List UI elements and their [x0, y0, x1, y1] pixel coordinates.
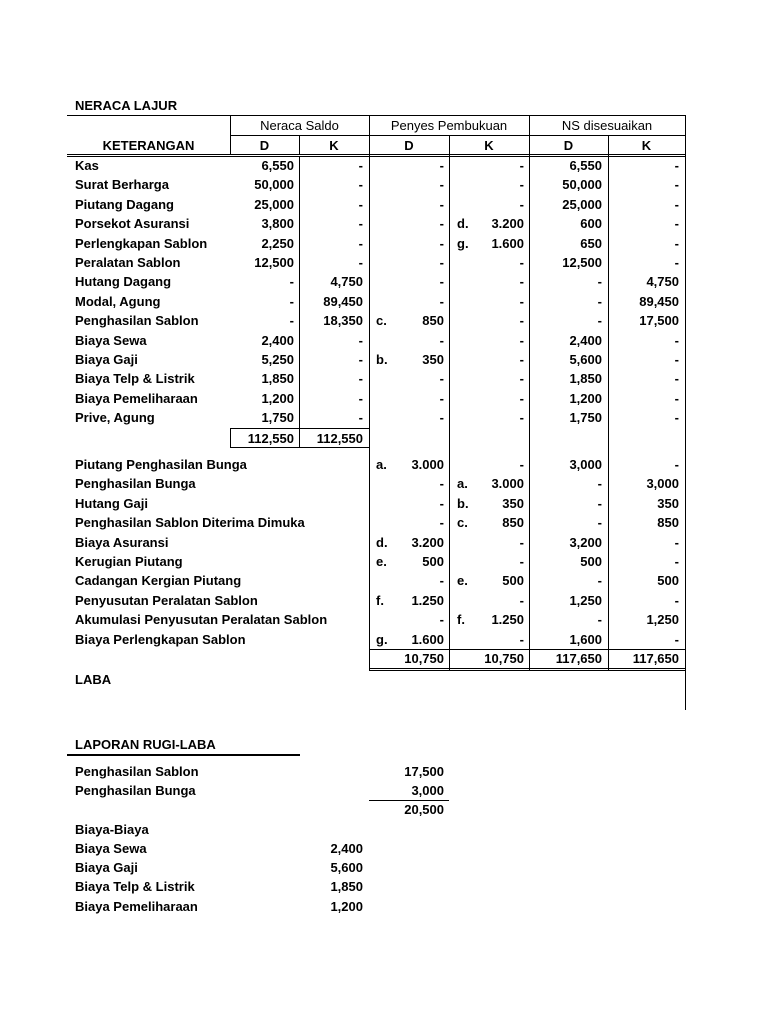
row-label: Penghasilan Sablon Diterima Dimuka [75, 515, 305, 531]
ns-d-cell: 2,400 [261, 332, 294, 348]
expense-value: 1,850 [330, 879, 363, 894]
nsd-k-cell: 3,000 [646, 476, 679, 492]
header-nsd-d: D [563, 138, 574, 153]
pp-k-cell: - [519, 554, 524, 569]
nsd-d-cell: - [597, 476, 602, 492]
pp-k-cell: - [519, 177, 524, 193]
pp-k-cell: - [519, 631, 524, 647]
ns-k-cell: - [358, 410, 363, 426]
ns-k-cell: 18,350 [323, 313, 363, 329]
pp-k-cell: - [519, 293, 524, 309]
totals-bottom-line [369, 668, 685, 669]
pp-d-cell: 3.000 [411, 457, 444, 472]
ns-k-cell: - [358, 158, 363, 173]
ns-total-k: 112,550 [316, 431, 363, 446]
nsd-d-cell: 1,850 [569, 371, 602, 387]
pp-d-cell: - [439, 495, 444, 511]
header-bottom-line-2 [67, 156, 685, 157]
nsd-k-cell: - [674, 457, 679, 472]
nsd-d-cell: 1,200 [569, 390, 602, 406]
pp-d-cell: - [439, 410, 444, 426]
ns-k-cell: - [358, 177, 363, 193]
header-neraca-saldo: Neraca Saldo [260, 118, 339, 133]
revenue-label: Penghasilan Bunga [75, 783, 196, 798]
pp-k-cell: 1.600 [491, 235, 524, 251]
header-penyes-pembukuan: Penyes Pembukuan [390, 118, 508, 133]
pp-d-cell: - [439, 235, 444, 251]
row-label: Biaya Asuransi [75, 534, 169, 550]
pp-k-cell: - [519, 313, 524, 329]
nsd-k-cell: - [674, 631, 679, 647]
row-label: Hutang Dagang [75, 274, 172, 290]
pp-d-cell: - [439, 390, 444, 406]
pp-d-cell: 1.600 [411, 631, 444, 647]
pp-k-cell: - [519, 457, 524, 472]
row-label: Penghasilan Sablon [75, 313, 199, 329]
row-label: Penghasilan Bunga [75, 476, 196, 492]
nsd-k-cell: 17,500 [639, 313, 679, 329]
pp-k-cell: 850 [502, 515, 524, 531]
pp-d-cell: 3.200 [411, 534, 444, 550]
pp-k-ref: d. [457, 216, 469, 232]
pp-k-cell: - [519, 592, 524, 608]
pp-k-cell: - [519, 534, 524, 550]
header-bottom-line [67, 154, 685, 155]
pp-k-cell: 350 [502, 495, 524, 511]
row-label: Surat Berharga [75, 177, 169, 193]
ns-k-cell: - [358, 255, 363, 270]
ns-k-cell: - [358, 352, 363, 367]
ns-d-cell: 6,550 [261, 158, 294, 173]
pp-k-ref: a. [457, 476, 468, 492]
nsd-d-cell: - [597, 274, 602, 290]
ns-k-cell: - [358, 216, 363, 232]
header-ns-disesuaikan: NS disesuaikan [561, 118, 653, 133]
pp-d-ref: a. [376, 457, 387, 472]
row-label: Piutang Penghasilan Bunga [75, 457, 247, 472]
row-label: Peralatan Sablon [75, 255, 181, 270]
pp-d-cell: - [439, 177, 444, 193]
ns-k-cell: - [358, 390, 363, 406]
nsd-d-cell: 5,600 [569, 352, 602, 367]
expenses-title: Biaya-Biaya [75, 822, 149, 837]
ns-d-cell: 1,200 [261, 390, 294, 406]
pp-k-ref: b. [457, 495, 469, 511]
ns-d-cell: 25,000 [254, 196, 294, 212]
row-label: Kas [75, 158, 99, 173]
ns-total-bottom-line [230, 447, 369, 448]
ns-d-cell: 3,800 [261, 216, 294, 232]
ns-d-cell: 12,500 [254, 255, 294, 270]
ns-d-cell: 50,000 [254, 177, 294, 193]
nsd-d-cell: 50,000 [562, 177, 602, 193]
total-pp-d: 10,750 [404, 651, 444, 666]
totals-top-line [369, 649, 685, 650]
pp-d-ref: d. [376, 534, 388, 550]
pp-k-ref: e. [457, 573, 468, 589]
nsd-d-cell: 3,200 [569, 534, 602, 550]
ns-total-top-line [230, 428, 369, 429]
nsd-k-cell: - [674, 352, 679, 367]
header-top-line [67, 115, 685, 116]
expense-value: 1,200 [330, 899, 363, 914]
nsd-k-cell: - [674, 235, 679, 251]
ns-d-cell: 5,250 [261, 352, 294, 367]
pp-d-cell: - [439, 255, 444, 270]
pp-k-ref: f. [457, 612, 465, 628]
vline-right [685, 115, 686, 710]
nsd-k-cell: - [674, 255, 679, 270]
nsd-d-cell: 1,750 [569, 410, 602, 426]
totals-bottom-line-2 [369, 670, 685, 671]
nsd-d-cell: 500 [580, 554, 602, 569]
income-statement-title: LAPORAN RUGI-LABA [75, 737, 216, 752]
pp-k-ref: c. [457, 515, 468, 531]
pp-d-cell: 850 [422, 313, 444, 329]
revenue-value: 3,000 [411, 783, 444, 798]
ns-k-cell: - [358, 332, 363, 348]
nsd-d-cell: - [597, 612, 602, 628]
ns-d-cell: 1,750 [261, 410, 294, 426]
expense-value: 2,400 [330, 841, 363, 856]
nsd-k-cell: - [674, 554, 679, 569]
ns-k-cell: 4,750 [330, 274, 363, 290]
row-label: Biaya Pemeliharaan [75, 390, 198, 406]
row-label: Perlengkapan Sablon [75, 235, 208, 251]
pp-k-cell: - [519, 158, 524, 173]
pp-d-cell: - [439, 293, 444, 309]
expense-label: Biaya Pemeliharaan [75, 899, 198, 914]
nsd-k-cell: 1,250 [646, 612, 679, 628]
nsd-k-cell: - [674, 196, 679, 212]
nsd-k-cell: - [674, 371, 679, 387]
row-label: Biaya Perlengkapan Sablon [75, 631, 246, 647]
nsd-d-cell: - [597, 573, 602, 589]
expense-label: Biaya Sewa [75, 841, 147, 856]
nsd-d-cell: 650 [580, 235, 602, 251]
pp-k-cell: 1.250 [491, 612, 524, 628]
header-ns-k: K [329, 138, 339, 153]
revenue-value: 17,500 [404, 764, 444, 779]
row-label: Prive, Agung [75, 410, 155, 426]
pp-d-cell: - [439, 371, 444, 387]
ns-d-cell: 2,250 [261, 235, 294, 251]
nsd-k-cell: - [674, 332, 679, 348]
ns-k-cell: - [358, 235, 363, 251]
nsd-d-cell: 2,400 [569, 332, 602, 348]
nsd-d-cell: 1,250 [569, 592, 602, 608]
nsd-k-cell: - [674, 177, 679, 193]
expense-label: Biaya Telp & Listrik [75, 879, 195, 894]
pp-d-cell: 500 [422, 554, 444, 569]
nsd-d-cell: - [597, 293, 602, 309]
pp-d-ref: b. [376, 352, 388, 367]
laba-label: LABA [75, 672, 112, 687]
nsd-k-cell: - [674, 534, 679, 550]
total-nsd-k: 117,650 [632, 651, 679, 666]
pp-d-ref: f. [376, 592, 384, 608]
revenue-label: Penghasilan Sablon [75, 764, 199, 779]
nsd-k-cell: 850 [657, 515, 679, 531]
pp-k-cell: - [519, 332, 524, 348]
row-label: Piutang Dagang [75, 196, 174, 212]
pp-d-cell: - [439, 274, 444, 290]
nsd-d-cell: 3,000 [569, 457, 602, 472]
row-label: Biaya Sewa [75, 332, 147, 348]
pp-d-cell: - [439, 573, 444, 589]
pp-k-cell: 500 [502, 573, 524, 589]
row-label: Biaya Telp & Listrik [75, 371, 195, 387]
header-pp-d: D [404, 138, 414, 153]
pp-k-cell: - [519, 371, 524, 387]
ns-d-cell: 1,850 [261, 371, 294, 387]
ns-d-cell: - [289, 293, 294, 309]
pp-d-cell: - [439, 158, 444, 173]
nsd-k-cell: - [674, 592, 679, 608]
nsd-k-cell: 4,750 [646, 274, 679, 290]
header-ns-d: D [259, 138, 270, 153]
pp-k-cell: 3.200 [491, 216, 524, 232]
row-label: Hutang Gaji [75, 495, 148, 511]
pp-k-cell: - [519, 274, 524, 290]
nsd-k-cell: - [674, 216, 679, 232]
revenue-total-line [369, 800, 449, 801]
nsd-k-cell: - [674, 158, 679, 173]
pp-k-cell: - [519, 410, 524, 426]
expense-label: Biaya Gaji [75, 860, 138, 875]
pp-d-cell: - [439, 612, 444, 628]
pp-d-ref: g. [376, 631, 388, 647]
pp-d-cell: - [439, 196, 444, 212]
ns-k-cell: - [358, 371, 363, 387]
pp-d-cell: - [439, 332, 444, 348]
pp-d-cell: - [439, 216, 444, 232]
pp-k-cell: - [519, 196, 524, 212]
worksheet-title: NERACA LAJUR [75, 98, 178, 113]
row-label: Porsekot Asuransi [75, 216, 190, 232]
pp-d-cell: - [439, 515, 444, 531]
pp-k-cell: - [519, 390, 524, 406]
expense-value: 5,600 [330, 860, 363, 875]
header-pp-k: K [484, 138, 494, 153]
ns-d-cell: - [289, 313, 294, 329]
pp-k-cell: 3.000 [491, 476, 524, 492]
pp-d-cell: 1.250 [411, 592, 444, 608]
nsd-k-cell: - [674, 410, 679, 426]
total-pp-k: 10,750 [484, 651, 524, 666]
pp-d-cell: - [439, 476, 444, 492]
nsd-d-cell: 6,550 [569, 158, 602, 173]
pp-k-ref: g. [457, 235, 469, 251]
pp-d-ref: c. [376, 313, 387, 329]
ns-d-cell: - [289, 274, 294, 290]
row-label: Akumulasi Penyusutan Peralatan Sablon [75, 612, 328, 628]
pp-k-cell: - [519, 255, 524, 270]
nsd-d-cell: 1,600 [569, 631, 602, 647]
ns-k-cell: - [358, 196, 363, 212]
pp-k-cell: - [519, 352, 524, 367]
row-label: Penyusutan Peralatan Sablon [75, 592, 258, 608]
row-label: Biaya Gaji [75, 352, 138, 367]
total-nsd-d: 117,650 [555, 651, 602, 666]
nsd-d-cell: - [597, 313, 602, 329]
nsd-d-cell: - [597, 515, 602, 531]
row-label: Modal, Agung [75, 293, 161, 309]
pp-d-cell: 350 [422, 352, 444, 367]
nsd-k-cell: 89,450 [639, 293, 679, 309]
nsd-d-cell: 25,000 [562, 196, 602, 212]
nsd-k-cell: - [674, 390, 679, 406]
row-label: Cadangan Kergian Piutang [75, 573, 242, 589]
nsd-k-cell: 500 [657, 573, 679, 589]
pp-d-ref: e. [376, 554, 387, 569]
nsd-d-cell: - [597, 495, 602, 511]
header-keterangan: KETERANGAN [102, 138, 195, 153]
row-label: Kerugian Piutang [75, 554, 183, 569]
ns-k-cell: 89,450 [323, 293, 363, 309]
income-title-underline [67, 754, 300, 756]
nsd-d-cell: 12,500 [562, 255, 602, 270]
revenue-total: 20,500 [404, 802, 444, 817]
ns-total-d: 112,550 [247, 431, 294, 446]
nsd-k-cell: 350 [657, 495, 679, 511]
nsd-d-cell: 600 [580, 216, 602, 232]
header-nsd-k: K [641, 138, 652, 153]
